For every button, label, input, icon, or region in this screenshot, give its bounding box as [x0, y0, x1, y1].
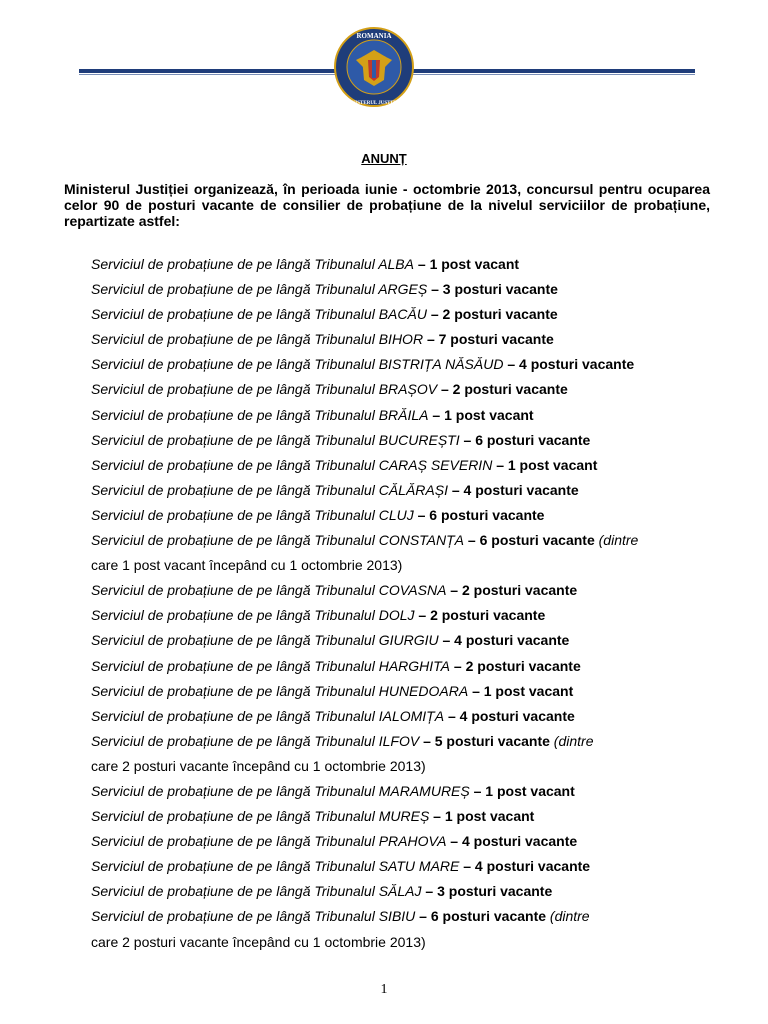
service-prefix: Serviciul de probațiune de pe lângă Tribunalul	[91, 833, 379, 850]
tribunal-name: ALBA	[378, 256, 414, 272]
list-item	[91, 453, 711, 478]
service-prefix: Serviciul de probațiune de pe lângă Tribunalul	[91, 808, 379, 825]
tribunal-name: CĂLĂRAȘI	[378, 481, 448, 498]
tribunal-name: IALOMIȚA	[378, 707, 445, 724]
list-item	[91, 904, 711, 929]
list-item	[91, 804, 711, 829]
vacancy-list	[91, 252, 711, 955]
vacancy-count: – 2 posturi vacante	[437, 381, 568, 398]
service-prefix: Serviciul de probațiune de pe lângă Tribunalul	[91, 356, 379, 373]
vacancy-count: – 6 posturi vacante	[459, 431, 591, 448]
intro-paragraph: Ministerul Justiției organizează, în perioada iunie - octombrie 2013, concursul pentru ocuparea celor 90 de posturi vacante de consilier de probațiune de la nivelul serviciilor de probațiune, repartizate astfel:	[64, 181, 710, 229]
seal-bottom-text: MINISTERUL JUSTITIEI	[345, 101, 403, 106]
tribunal-name: CARAȘ SEVERIN	[378, 456, 493, 473]
service-prefix: Serviciul de probațiune de pe lângă Tribunalul	[91, 481, 379, 498]
vacancy-note-continuation: care 2 posturi vacante începând cu 1 octombrie 2013)	[91, 933, 426, 950]
list-item	[91, 327, 711, 352]
list-item	[91, 503, 711, 528]
vacancy-count: – 1 post vacant	[428, 406, 534, 423]
list-item	[91, 603, 711, 628]
service-prefix: Serviciul de probațiune de pe lângă Tribunalul	[91, 908, 379, 925]
vacancy-count: – 1 post vacant	[414, 256, 520, 272]
vacancy-note-continuation: care 1 post vacant începând cu 1 octombrie 2013)	[91, 557, 403, 574]
vacancy-count: – 1 post vacant	[469, 782, 575, 799]
service-prefix: Serviciul de probațiune de pe lângă Tribunalul	[91, 632, 379, 649]
vacancy-count: – 4 posturi vacante	[438, 632, 570, 649]
tribunal-name: BACĂU	[378, 306, 427, 323]
list-item	[91, 679, 711, 704]
list-item	[91, 879, 711, 904]
tribunal-name: GIURGIU	[378, 632, 439, 649]
tribunal-name: BIHOR	[378, 331, 424, 348]
vacancy-note-continuation: care 2 posturi vacante începând cu 1 octombrie 2013)	[91, 757, 426, 774]
vacancy-count: – 3 posturi vacante	[421, 883, 553, 900]
list-item	[91, 854, 711, 879]
service-prefix: Serviciul de probațiune de pe lângă Tribunalul	[91, 782, 379, 799]
tribunal-name: MARAMUREȘ	[378, 782, 470, 799]
vacancy-count: – 1 post vacant	[468, 682, 574, 699]
tribunal-name: ILFOV	[378, 732, 420, 749]
list-item	[91, 578, 711, 603]
service-prefix: Serviciul de probațiune de pe lângă Tribunalul	[91, 657, 379, 674]
tribunal-name: BISTRIȚA NĂSĂUD	[378, 356, 504, 373]
tribunal-name: CLUJ	[378, 506, 414, 523]
vacancy-count: – 1 post vacant	[492, 456, 598, 473]
tribunal-name: BRĂILA	[378, 406, 429, 423]
service-prefix: Serviciul de probațiune de pe lângă Tribunalul	[91, 506, 379, 523]
list-item	[91, 428, 711, 453]
service-prefix: Serviciul de probațiune de pe lângă Tribunalul	[91, 607, 379, 624]
list-item	[91, 779, 711, 804]
list-item	[91, 704, 711, 729]
vacancy-note: (dintre	[549, 732, 594, 749]
service-prefix: Serviciul de probațiune de pe lângă Tribunalul	[91, 406, 379, 423]
vacancy-count: – 6 posturi vacante	[415, 908, 547, 925]
tribunal-name: HARGHITA	[378, 657, 451, 674]
vacancy-count: – 4 posturi vacante	[503, 356, 635, 373]
list-item	[91, 377, 711, 402]
vacancy-count: – 4 posturi vacante	[459, 858, 591, 875]
vacancy-count: – 1 post vacant	[429, 808, 535, 825]
tribunal-name: SIBIU	[378, 908, 416, 925]
vacancy-count: – 2 posturi vacante	[450, 657, 581, 674]
service-prefix: Serviciul de probațiune de pe lângă Tribunalul	[91, 883, 379, 900]
tribunal-name: BUCUREȘTI	[378, 431, 460, 448]
list-item	[91, 528, 711, 553]
page-number: 1	[380, 982, 388, 997]
vacancy-count: – 3 posturi vacante	[427, 281, 558, 298]
service-prefix: Serviciul de probațiune de pe lângă Tribunalul	[91, 281, 379, 298]
list-item	[91, 829, 711, 854]
page-title: ANUNȚ	[361, 151, 407, 166]
service-prefix: Serviciul de probațiune de pe lângă Tribunalul	[91, 431, 379, 448]
tribunal-name: BRAȘOV	[378, 381, 438, 398]
vacancy-note: (dintre	[546, 908, 590, 925]
list-item	[91, 277, 711, 302]
list-item	[91, 403, 711, 428]
tribunal-name: PRAHOVA	[378, 833, 447, 850]
service-prefix: Serviciul de probațiune de pe lângă Tribunalul	[91, 858, 379, 875]
vacancy-count: – 6 posturi vacante	[413, 506, 545, 523]
service-prefix: Serviciul de probațiune de pe lângă Tribunalul	[91, 381, 379, 398]
tribunal-name: HUNEDOARA	[378, 682, 469, 699]
list-item	[91, 729, 711, 754]
vacancy-count: – 4 posturi vacante	[447, 481, 579, 498]
list-item	[91, 478, 711, 503]
vacancy-count: – 2 posturi vacante	[414, 607, 546, 624]
list-item	[91, 352, 711, 377]
vacancy-count: – 4 posturi vacante	[446, 833, 578, 850]
service-prefix: Serviciul de probațiune de pe lângă Tribunalul	[91, 582, 379, 599]
service-prefix: Serviciul de probațiune de pe lângă Tribunalul	[91, 732, 379, 749]
service-prefix: Serviciul de probațiune de pe lângă Tribunalul	[91, 532, 379, 549]
list-item	[91, 302, 711, 327]
vacancy-count: – 2 posturi vacante	[446, 582, 578, 599]
tribunal-name: COVASNA	[378, 582, 447, 599]
vacancy-count: – 5 posturi vacante	[419, 732, 550, 749]
service-prefix: Serviciul de probațiune de pe lângă Tribunalul	[91, 331, 379, 348]
tribunal-name: SATU MARE	[378, 858, 460, 875]
vacancy-count: – 2 posturi vacante	[426, 306, 558, 323]
vacancy-count: – 6 posturi vacante	[464, 532, 595, 549]
tribunal-name: ARGEȘ	[378, 281, 428, 298]
service-prefix: Serviciul de probațiune de pe lângă Tribunalul	[91, 306, 379, 323]
service-prefix: Serviciul de probațiune de pe lângă Tribunalul	[91, 707, 379, 724]
tribunal-name: MUREȘ	[378, 808, 430, 825]
seal-top-text: ROMANIA	[356, 32, 392, 40]
list-item	[91, 252, 711, 277]
vacancy-note: (dintre	[594, 532, 639, 549]
tribunal-name: DOLJ	[378, 607, 415, 624]
tribunal-name: CONSTANȚA	[378, 532, 465, 549]
vacancy-count: – 4 posturi vacante	[444, 707, 575, 724]
vacancy-count: – 7 posturi vacante	[423, 331, 554, 348]
service-prefix: Serviciul de probațiune de pe lângă Tribunalul	[91, 456, 379, 473]
service-prefix: Serviciul de probațiune de pe lângă Tribunalul	[91, 682, 379, 699]
list-item	[91, 628, 711, 653]
tribunal-name: SĂLAJ	[378, 883, 422, 900]
service-prefix: Serviciul de probațiune de pe lângă Tribunalul	[91, 256, 379, 272]
list-item	[91, 654, 711, 679]
ministry-seal-logo	[334, 22, 414, 112]
